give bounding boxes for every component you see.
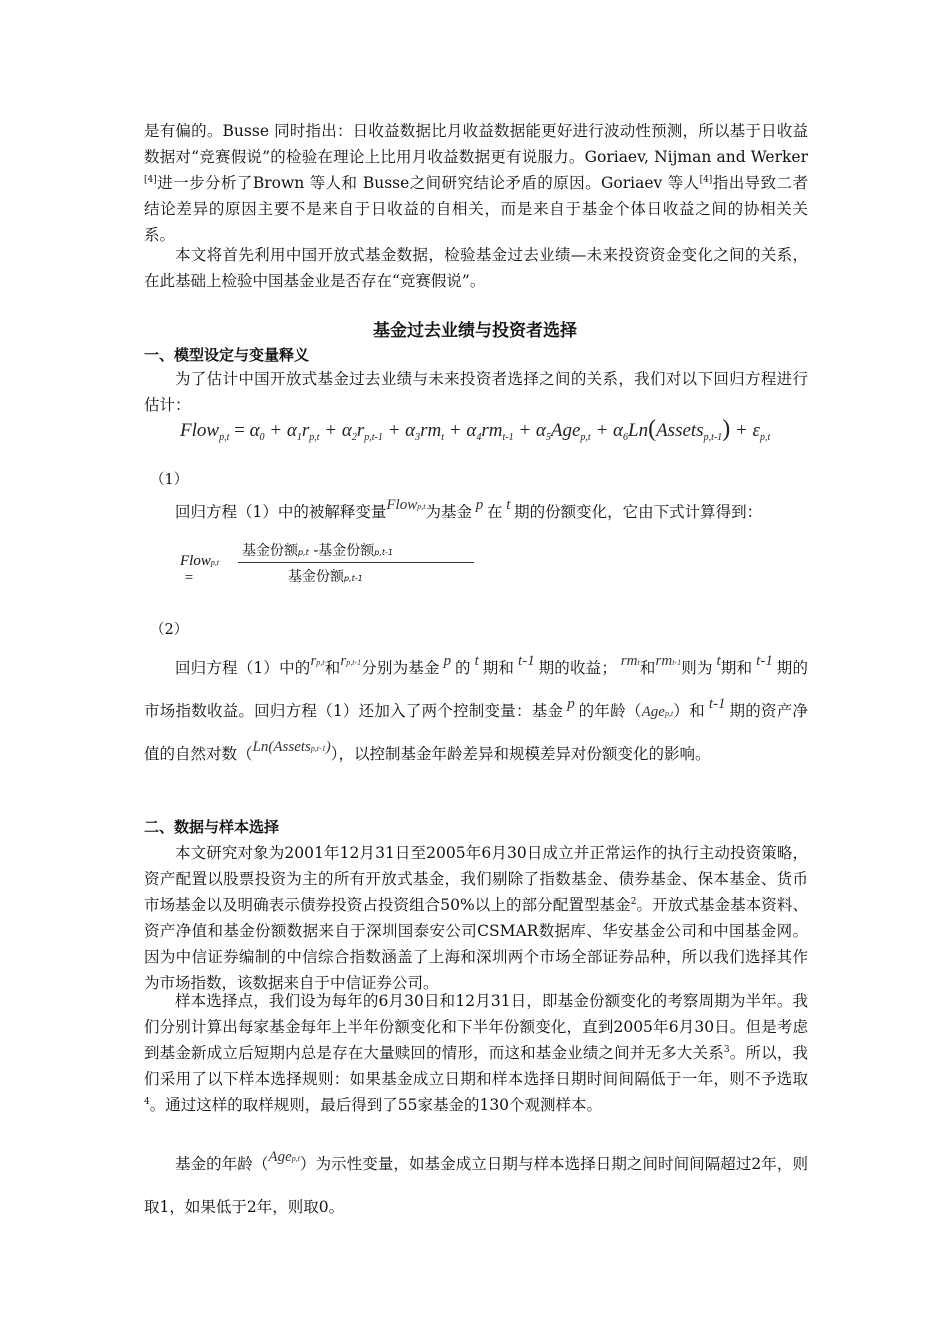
paragraph-model-intro: 为了估计中国开放式基金过去业绩与未来投资者选择之间的关系，我们对以下回归方程进行估计： bbox=[144, 370, 808, 414]
equation-number-2: （2） bbox=[150, 622, 189, 638]
subsection-title-model: 一、模型设定与变量释义 bbox=[144, 346, 310, 364]
subsection-title-data: 二、数据与样本选择 bbox=[144, 818, 280, 836]
paragraph-variable-def: 回归方程（1）中的rp,t和rp,t-1分别为基金 p 的 t 期和 t-1 期的收益； rmt和rmt-1则为 t期和 t-1 期的市场指数收益。回归方程（1）还加入了两个控制变量：基金 p 的年龄（Agep,t）和 t-1 期的资产净值的自然对数（Ln(Assetsp,t-1)），以控制基金年龄差异和规模差异对份额变化的影响。 bbox=[144, 653, 808, 763]
paragraph-sample: 样本选择点，我们设为每年的6月30日和12月31日，即基金份额变化的考察周期为半年。我们分别计算出每家基金每年上半年份额变化和下半年份额变化，直到2005年6月30日。但是考虑到基金新成立后短期内总是存在大量赎回的情形，而这和基金业绩之间并无多大关系$^3$。所以，我们采用了以下样本选择规则：如果基金成立日期和样本选择日期时间间隔低于一年，则不予选取$^4$。通过这样的取样规则，最后得到了55家基金的130个观测样本。 bbox=[144, 992, 808, 1114]
paragraph-intro: 是有偏的。Busse 同时指出：日收益数据比月收益数据能更好进行波动性预测，所以基于日收益数据对“竞赛假说”的检验在理论上比用月收益数据更有说服力。Goriaev, Nijman and Werker [4]进一步分析了Brown 等人和 Busse之间研究结论矛盾的原因。Goriaev 等人[4]指出导致二者结论差异的原因主要不是来自于日收益的自相关，而是来自于基金个体日收益之间的协相关关系。 bbox=[144, 122, 808, 244]
citation-ref: [4] bbox=[699, 174, 713, 185]
citation-ref: [4] bbox=[144, 174, 157, 185]
paragraph-data: 本文研究对象为2001年12月31日至2005年6月30日成立并正常运作的执行主动投资策略，资产配置以股票投资为主的所有开放式基金，我们剔除了指数基金、债券基金、保本基金、货币市场基金以及明确表示债券投资占投资组合50%以上的部分配置型基金$^2$。开放式基金基本资料、资产净值和基金份额数据来自于深圳国泰安公司CSMAR数据库、华安基金公司和中国基金网。因为中信证券编制的中信综合指数涵盖了上海和深圳两个市场全部证券品种，所以我们选择其作为市场指数，该数据来自于中信证券公司。 bbox=[144, 844, 808, 992]
paragraph-plan: 本文将首先利用中国开放式基金数据，检验基金过去业绩—未来投资资金变化之间的关系，在此基础上检验中国基金业是否存在“竞赛假说”。 bbox=[144, 246, 808, 290]
paragraph-flow-def: 回归方程（1）中的被解释变量Flowp,t为基金 p 在 t 期的份额变化，它由下式计算得到： bbox=[175, 497, 763, 521]
section-title: 基金过去业绩与投资者选择 bbox=[373, 321, 577, 341]
document-page: 是有偏的。Busse 同时指出：日收益数据比月收益数据能更好进行波动性预测，所以基于日收益数据对“竞赛假说”的检验在理论上比用月收益数据更有说服力。Goriaev, Nijman and Werker [4]进一步分析了Brown 等人和 Busse之间研究结论矛盾的原因。Goriaev 等人[4]指出导致二者结论差异的原因主要不是来自于日收益的自相关，而是来自于基金个体日收益之间的协相关关系。 本文将首先利用中国开放式基金数据，检验基金过去业绩—未来投资资金变化之间的关系，在此基础上检验中国基金业是否存在“竞赛假说”。 基金过去业绩与投资者选择 一、模型设定与变量释义 为了估计中国开放式基金过去业绩与未来投资者选择之间的关系，我们对以下回归方程进行估计： Flow$_{p,t}$ = $\alpha_0 + \alpha_1r_{p,t} + \alpha_2r_{p,t-1} + \alpha_3rm_t + \alpha_4rm_{t-1} + \alpha_5Age_{p,t}$ + $\alpha_6Ln(Assets_{p,t-1}) + \varepsilon_{p,t}$ （1） 回归方程（1）中的被解释变量Flowp,t为基金 p 在 t 期的份额变化，它由下式计算得到： Flowp,t = 基金份额p,t -基金份额p,t-1 基金份额p,t-1 （2） 回归方程（1）中的rp,t和rp,t-1分别为基金 p 的 t 期和 t-1 期的收益； rmt和rmt-1则为 t期和 t-1 期的市场指数收益。回归方程（1）还加入了两个控制变量：基金 p 的年龄（Agep,t）和 t-1 期的资产净值的自然对数（Ln(Assetsp,t-1)），以控制基金年龄差异和规模差异对份额变化的影响。 二、数据与样本选择 本文研究对象为2001年12月31日至2005年6月30日成立并正常运作的执行主动投资策略，资产配置以股票投资为主的所有开放式基金，我们剔除了指数基金、债券基金、保本基金、货币市场基金以及明确表示债券投资占投资组合50%以上的部分配置型基金$^2$。开放式基金基本资料、资产净值和基金份额数据来自于深圳国泰安公司CSMAR数据库、华安基金公司和中国基金网。因为中信证券编制的中信综合指数涵盖了上海和深圳两个市场全部证券品种，所以我们选择其作为市场指数，该数据来自于中信证券公司。 样本选择点，我们设为每年的6月30日和12月31日，即基金份额变化的考察周期为半年。我们分别计算出每家基金每年上半年份额变化和下半年份额变化，直到2005年6月30日。但是考虑到基金新成立后短期内总是存在大量赎回的情形，而这和基金业绩之间并无多大关系$^3$。所以，我们采用了以下样本选择规则：如果基金成立日期和样本选择日期时间间隔低于一年，则不予选取$^4$。通过这样的取样规则，最后得到了55家基金的130个观测样本。 基金的年龄（Agep,t）为示性变量，如基金成立日期与样本选择日期之间时间间隔超过2年，则取1，如果低于2年，则取0。 bbox=[0, 0, 950, 1344]
regression-equation-1: Flow$_{p,t}$ = $\alpha_0 + \alpha_1r_{p,t} + \alpha_2r_{p,t-1} + \alpha_3rm_t + \alpha_4rm_{t-1} + \alpha_5Age_{p,t}$ + $\alpha_6Ln(Assets_{p,t-1}) + \varepsilon_{p,t}$ bbox=[180, 416, 771, 443]
equation-number-1: （1） bbox=[150, 472, 189, 488]
paragraph-age: 基金的年龄（Agep,t）为示性变量，如基金成立日期与样本选择日期之间时间间隔超过2年，则取1，如果低于2年，则取0。 bbox=[144, 1149, 808, 1216]
